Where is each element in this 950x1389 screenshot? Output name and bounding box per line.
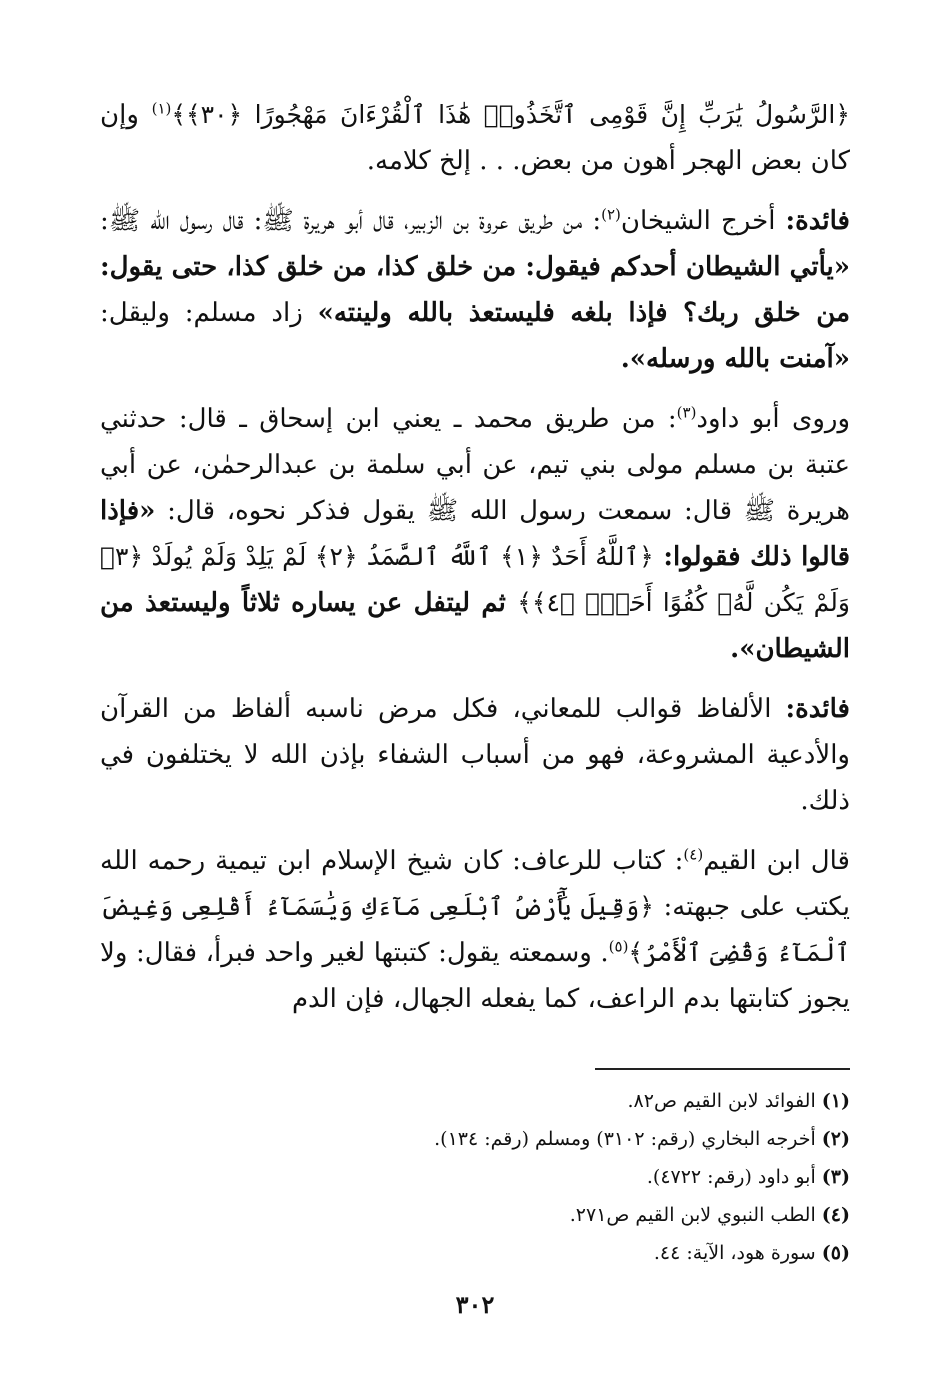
footnote-item	[100, 1196, 850, 1234]
fawaid-label: فائدة:	[785, 694, 850, 724]
footnote-divider	[595, 1068, 850, 1070]
footnote-number: (١)	[821, 1090, 850, 1112]
hadith-text: ثم ليتفل عن يساره ثلاثاً وليستعذ من الشيطان».	[100, 588, 850, 664]
paragraph-text: الألفاظ قوالب للمعاني، فكل مرض ناسبه ألفاظ من القرآن والأدعية المشروعة، فهو من أسباب الشفاء بإذن الله لا يختلفون في ذلك.	[100, 694, 850, 816]
footnote-item	[100, 1158, 850, 1196]
footnote-text: أخرجه البخاري (رقم: ٣١٠٢) ومسلم (رقم: ١٣٤).	[434, 1128, 816, 1150]
hadith-text: «فإذا قالوا ذلك فقولوا:	[100, 496, 851, 572]
hadith-text: «يأتي الشيطان أحدكم فيقول: من خلق كذا، من خلق كذا، حتى يقول: من خلق ربك؟ فإذا بلغه فليستعذ بالله ولينته»	[100, 252, 851, 328]
footnote-number: (٤)	[821, 1204, 850, 1226]
paragraph-2	[100, 198, 850, 382]
footnote-text: الطب النبوي لابن القيم ص٢٧١.	[569, 1204, 816, 1226]
paragraph-text: : من طريق عروة بن الزبير، قال أبو هريرة ﷺ: قال رسول الله ﷺ:	[100, 206, 602, 236]
quran-verse: ﴿ٱللَّهُ أَحَدٌ ﴿١﴾ ٱللَّهُ ٱلصَّمَدُ ﴿٢﴾ لَمْ يَلِدْ وَلَمْ يُولَدْ ﴿٣﴾ وَلَمْ يَكُن لَّهُۥ كُفُوًا أَحَدٌۢ ﴿٤﴾﴾	[100, 542, 850, 617]
footnote-number: (٥)	[821, 1242, 850, 1264]
quran-verse: ﴿الرَّسُولُ يَٰرَبِّ إِنَّ قَوْمِى ٱتَّخَذُوا۟ هَٰذَا ٱلْقُرْءَانَ مَهْجُورًا ﴿٣٠﴾﴾	[171, 100, 851, 129]
footnote-item	[100, 1120, 850, 1158]
footnote-text: سورة هود، الآية: ٤٤.	[653, 1242, 816, 1264]
footnotes	[100, 1082, 850, 1272]
paragraph-text: وإن كان بعض الهجر أهون من بعض. . . إلخ كلامه.	[100, 100, 850, 176]
footnote-text: أبو داود (رقم: ٤٧٢٢).	[646, 1166, 816, 1188]
footnote-number: (٢)	[821, 1128, 850, 1150]
paragraph-text: : من طريق محمد ـ يعني ابن إسحاق ـ قال: حدثني عتبة بن مسلم مولى بني تيم، عن أبي سلمة بن عبدالرحمٰن، عن أبي هريرة ﷺ قال: سمعت رسول الله ﷺ يقول فذكر نحوه، قال:	[100, 404, 850, 526]
footnote-ref: (٣)	[676, 403, 697, 422]
footnote-ref: (٢)	[601, 205, 621, 224]
footnote-ref: (٤)	[683, 845, 704, 864]
footnote-ref: (٥)	[608, 937, 629, 956]
paragraph-text: . وسمعته يقول: كتبتها لغير واحد فبرأ، فقال: ولا يجوز كتابتها بدم الراعف، كما يفعله الجهال، فإن الدم	[100, 938, 850, 1014]
paragraph-3	[100, 396, 850, 672]
footnote-number: (٣)	[821, 1166, 850, 1188]
paragraph-5	[100, 838, 850, 1022]
fawaid-label: فائدة:	[785, 206, 850, 236]
paragraph-text: أخرج الشيخان	[620, 206, 786, 236]
footnote-text: الفوائد لابن القيم ص٨٢.	[627, 1090, 816, 1112]
footnote-ref: (١)	[151, 99, 172, 118]
paragraph-4	[100, 686, 850, 824]
quran-verse: ﴿وَقِيلَ يَٰٓأَرْضُ ٱبْلَعِى مَآءَكِ وَيَٰسَمَآءُ أَقْلِعِى وَغِيضَ ٱلْمَآءُ وَقُضِىَ ٱلْأَمْرُ﴾	[100, 892, 850, 967]
paragraph-1	[100, 92, 850, 184]
page-body	[100, 92, 850, 1036]
paragraph-text: : كتاب للرعاف: كان شيخ الإسلام ابن تيمية رحمه الله يكتب على جبهته:	[100, 846, 850, 922]
paragraph-text: قال ابن القيم	[703, 846, 850, 876]
paragraph-text: زاد مسلم: وليقل:	[100, 298, 318, 328]
paragraph-text: وروى أبو داود	[696, 404, 850, 434]
footnote-item	[100, 1234, 850, 1272]
hadith-text: «آمنت بالله ورسله».	[620, 344, 850, 374]
footnote-item	[100, 1082, 850, 1120]
page-number: ٣٠٢	[455, 1290, 495, 1319]
